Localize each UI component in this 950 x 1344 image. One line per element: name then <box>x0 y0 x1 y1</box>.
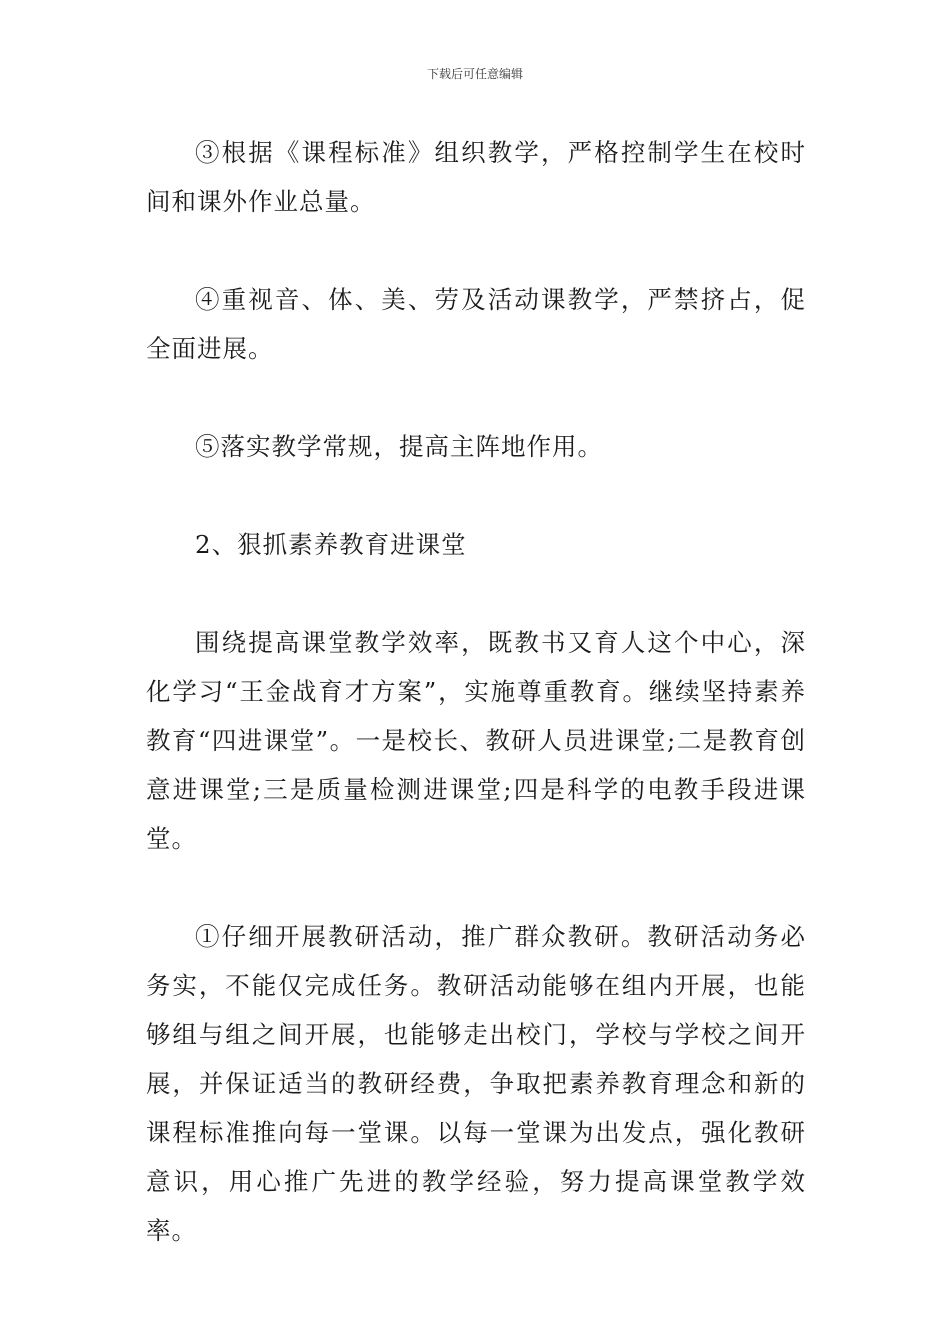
paragraph-spacer <box>146 226 806 275</box>
document-body <box>146 128 806 1255</box>
paragraph-item-5: ⑤落实教学常规，提高主阵地作用。 <box>195 432 603 461</box>
paragraph-spacer <box>146 569 806 618</box>
paragraph-spacer <box>146 863 806 912</box>
section-heading: 2、狠抓素养教育进课堂 <box>195 530 467 559</box>
paragraph-item-1: ①仔细开展教研活动，推广群众教研。教研活动务必务实，不能仅完成任务。教研活动能够在组内开展，也能够组与组之间开展，也能够走出校门，学校与学校之间开展，并保证适当的教研经费，争取把素养教育理念和新的课程标准推向每一堂课。以每一堂课为出发点，强化教研意识，用心推广先进的教学经验，努力提高课堂教学效率。 <box>146 922 806 1245</box>
paragraph-spacer <box>146 471 806 520</box>
paragraph-spacer <box>146 373 806 422</box>
paragraph-item-3: ③根据《课程标准》组织教学，严格控制学生在校时间和课外作业总量。 <box>146 138 806 216</box>
page-header: 下载后可任意编辑 <box>426 67 523 81</box>
paragraph-item-4: ④重视音、体、美、劳及活动课教学，严禁挤占，促全面进展。 <box>146 285 806 363</box>
paragraph-intro: 围绕提高课堂教学效率，既教书又育人这个中心，深化学习“王金战育才方案”，实施尊重教育。继续坚持素养教育“四进课堂”。一是校长、教研人员进课堂;二是教育创意进课堂;三是质量检测进课堂;四是科学的电教手段进课堂。 <box>146 628 806 853</box>
